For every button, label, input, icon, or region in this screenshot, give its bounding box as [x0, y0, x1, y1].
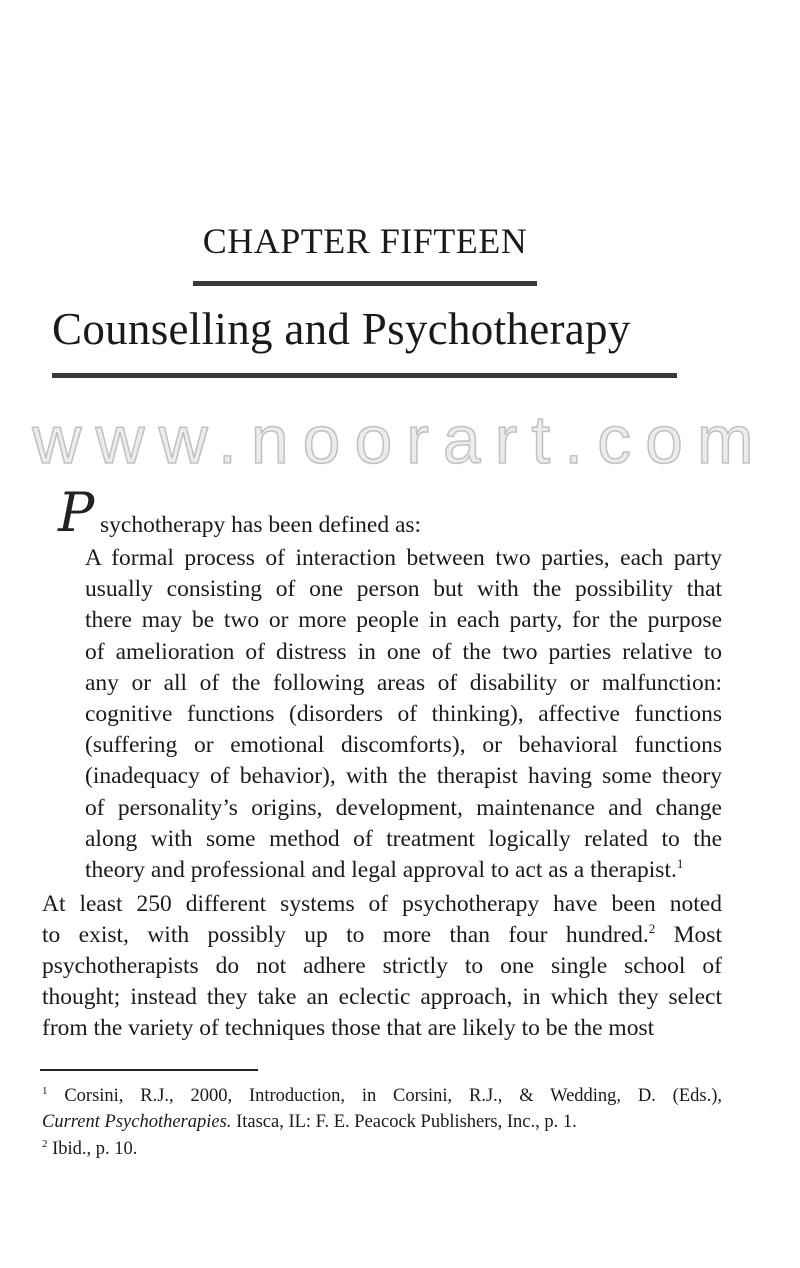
text: (suffering or emotional discomforts), or behavioral functions: [85, 732, 722, 759]
footnote-2: [42, 1138, 137, 1160]
intro-text: sychotherapy has been defined as:: [100, 512, 422, 538]
quote-line: [85, 700, 722, 728]
text: of amelioration of distress in one of the two parties relative to: [85, 638, 722, 665]
text: A formal process of interaction between two parties, each party: [85, 545, 722, 571]
paragraph-line: thought; instead they take an eclectic approach, in which they select: [42, 984, 722, 1010]
quote-line: [85, 606, 722, 634]
quote-line: [85, 638, 722, 666]
footnote-ref[interactable]: 1: [676, 856, 684, 872]
paragraph-line: psychotherapists do not adhere strictly to one single school of: [42, 953, 722, 979]
footnote-number: 1: [42, 1084, 48, 1097]
text: Most: [655, 922, 722, 948]
text: theory and professional and legal approval to act as a therapist.: [85, 857, 677, 883]
footnote-divider: [40, 1069, 258, 1071]
quote-line: [85, 825, 722, 853]
footnote-number: 2: [42, 1137, 48, 1150]
quote-line: [85, 544, 722, 572]
text: to exist, with possibly up to more than four hundred.: [42, 922, 649, 948]
text: cognitive functions (disorders of thinking), affective functions: [85, 701, 722, 727]
footnote-1: [42, 1085, 722, 1107]
footnote-1-cont: [42, 1111, 577, 1133]
text: along with some method of treatment logically related to the: [85, 825, 722, 852]
text: usually consisting of one person but with the possibility that: [85, 576, 722, 603]
quote-line: [85, 731, 722, 759]
chapter-divider: [193, 281, 537, 286]
footnote-text: Corsini, R.J., 2000, Introduction, in Corsini, R.J., & Wedding, D. (Eds.),: [64, 1086, 722, 1106]
text: of personality’s origins, development, maintenance and change: [85, 794, 722, 821]
book-title: Current Psychotherapies.: [42, 1112, 232, 1132]
footnote-text: Itasca, IL: F. E. Peacock Publishers, Inc., p. 1.: [231, 1112, 577, 1132]
chapter-title: Counselling and Psychotherapy: [52, 304, 631, 354]
text: (inadequacy of behavior), with the therapist having some theory: [85, 763, 722, 790]
footnote-ref[interactable]: 2: [648, 921, 656, 937]
chapter-label: CHAPTER FIFTEEN: [202, 221, 528, 261]
watermark: www.noorart.com: [32, 402, 768, 478]
quote-line: [85, 669, 722, 697]
quote-line: [85, 794, 722, 822]
paragraph-line: At least 250 different systems of psychotherapy have been noted: [42, 891, 722, 917]
quote-line: [85, 762, 722, 790]
text: any or all of the following areas of disability or malfunction:: [85, 669, 722, 696]
title-divider: [52, 373, 677, 378]
paragraph-line: [42, 921, 722, 949]
quote-line: [85, 575, 722, 603]
drop-cap: P: [58, 481, 95, 544]
text: there may be two or more people in each party, for the purpose: [85, 607, 722, 634]
paragraph-line: from the variety of techniques those that are likely to be the most: [42, 1015, 655, 1041]
quote-line: [85, 856, 722, 884]
footnote-text: Ibid., p. 10.: [52, 1139, 138, 1159]
